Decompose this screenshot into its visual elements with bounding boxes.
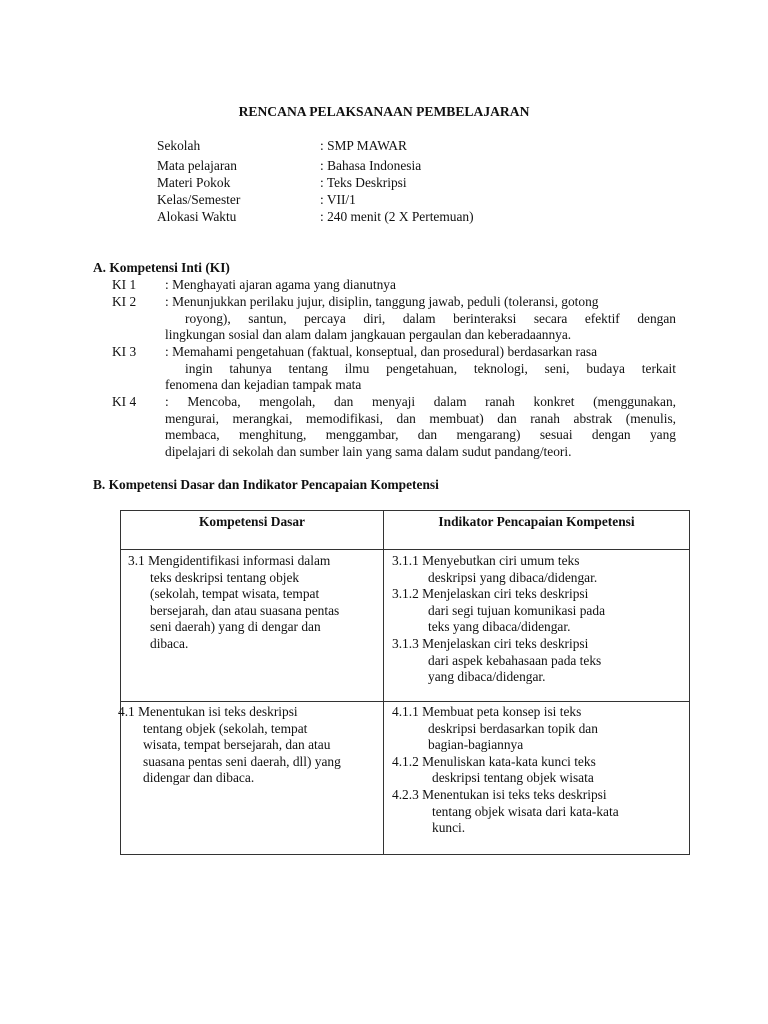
indicator-line: bagian-bagiannya [428,737,524,753]
indicator-line: tentang objek wisata dari kata-kata [432,803,619,819]
ki-line: lingkungan sosial dan alam dalam jangkauan pergaulan dan keberadaannya. [165,327,572,343]
indicator-line: deskripsi yang dibaca/didengar. [428,569,598,585]
ki-line: membaca, menghitung, menggambar, dan mengarang) sesuai dengan yang [165,427,676,443]
indicator-line: 3.1.2 Menjelaskan ciri teks deskripsi [392,586,589,602]
indicator-line: dari segi tujuan komunikasi pada [428,602,606,618]
indicator-line: deskripsi berdasarkan topik dan [428,720,598,736]
document-title: RENCANA PELAKSANAAN PEMBELAJARAN [238,104,530,119]
indicator-line: yang dibaca/didengar. [428,669,546,685]
ki-line: royong), santun, percaya diri, dalam berinteraksi secara efektif dengan [185,310,676,326]
ki-line: dipelajari di sekolah dan sumber lain yang sama dalam sudut pandang/teori. [165,443,572,459]
indicator-item [392,636,689,686]
indicator-line: 3.1.1 Menyebutkan ciri umum teks [392,553,580,568]
indicator-line: 4.2.3 Menentukan isi teks teks deskripsi [392,786,607,802]
ki-line: fenomena dan kejadian tampak mata [165,377,362,393]
indicator-item [392,586,689,636]
indicator-cell [384,702,690,855]
indicator-item [392,704,689,754]
section-b-heading: B. Kompetensi Dasar dan Indikator Pencapaian Kompetensi [93,477,439,492]
indicator-line: dari aspek kebahasaan pada teks [428,652,602,668]
ki-line: : Menghayati ajaran agama yang dianutnya [165,277,396,292]
ki-code: KI 3 [112,344,137,359]
ki-code: KI 1 [112,277,137,292]
ki-line: : Mencoba, mengolah, dan menyaji dalam ranah konkret (menggunakan, [165,394,676,409]
kd-line: wisata, tempat bersejarah, dan atau [143,737,331,753]
indicator-line: deskripsi tentang objek wisata [432,770,594,786]
kd-line: suasana pentas seni daerah, dll) yang [143,753,341,769]
kd-line: bersejarah, dan atau suasana pentas [150,602,340,618]
info-label: Alokasi Waktu [157,209,237,224]
info-value: : SMP MAWAR [320,138,407,153]
section-a-heading: A. Kompetensi Inti (KI) [93,260,230,275]
col-header-kompetensi-dasar: Kompetensi Dasar [121,511,384,550]
info-label: Sekolah [157,138,201,153]
kd-line: dibaca. [150,635,189,651]
kd-cell [121,550,384,702]
kd-line: seni daerah) yang di dengar dan [150,619,321,635]
kd-cell [118,702,384,855]
kd-line: tentang objek (sekolah, tempat [143,720,308,736]
ki-line: mengurai, merangkai, memodifikasi, dan membuat) dan ranah abstrak (menulis, [165,410,676,426]
indicator-line: teks yang dibaca/didengar. [428,619,571,635]
indicator-item [392,787,689,837]
ki-line: ingin tahunya tentang ilmu pengetahuan, teknologi, seni, budaya terkait [185,360,676,376]
info-value: : Bahasa Indonesia [320,158,422,173]
info-value: : VII/1 [320,192,356,207]
info-label: Kelas/Semester [157,192,241,207]
info-label: Mata pelajaran [157,158,237,173]
indicator-line: 3.1.3 Menjelaskan ciri teks deskripsi [392,635,589,651]
info-label: Materi Pokok [157,175,231,190]
indicator-cell [384,550,690,702]
indicator-line: 4.1.1 Membuat peta konsep isi teks [392,704,582,719]
table-row [121,550,690,702]
kd-line: (sekolah, tempat wisata, tempat [150,586,320,602]
col-header-indikator: Indikator Pencapaian Kompetensi [384,511,690,550]
indicator-line: kunci. [432,820,466,836]
table-row [121,702,690,855]
kd-line: teks deskripsi tentang objek [150,569,300,585]
ki-code: KI 2 [112,294,137,309]
kd-line: 3.1 Mengidentifikasi informasi dalam [128,553,331,568]
info-value: : 240 menit (2 X Pertemuan) [320,209,474,224]
kd-line: 4.1 Menentukan isi teks deskripsi [118,704,298,719]
indicator-item [392,754,689,787]
info-value: : Teks Deskripsi [320,175,407,190]
ki-line: : Menunjukkan perilaku jujur, disiplin, tanggung jawab, peduli (toleransi, gotong [165,294,599,309]
indicator-line: 4.1.2 Menuliskan kata-kata kunci teks [392,753,596,769]
indicator-item [392,553,689,586]
competency-table [120,510,690,855]
ki-code: KI 4 [112,394,137,409]
kd-line: didengar dan dibaca. [143,770,255,786]
ki-line: : Memahami pengetahuan (faktual, konseptual, dan prosedural) berdasarkan rasa [165,344,598,359]
table-header-row [121,511,690,550]
